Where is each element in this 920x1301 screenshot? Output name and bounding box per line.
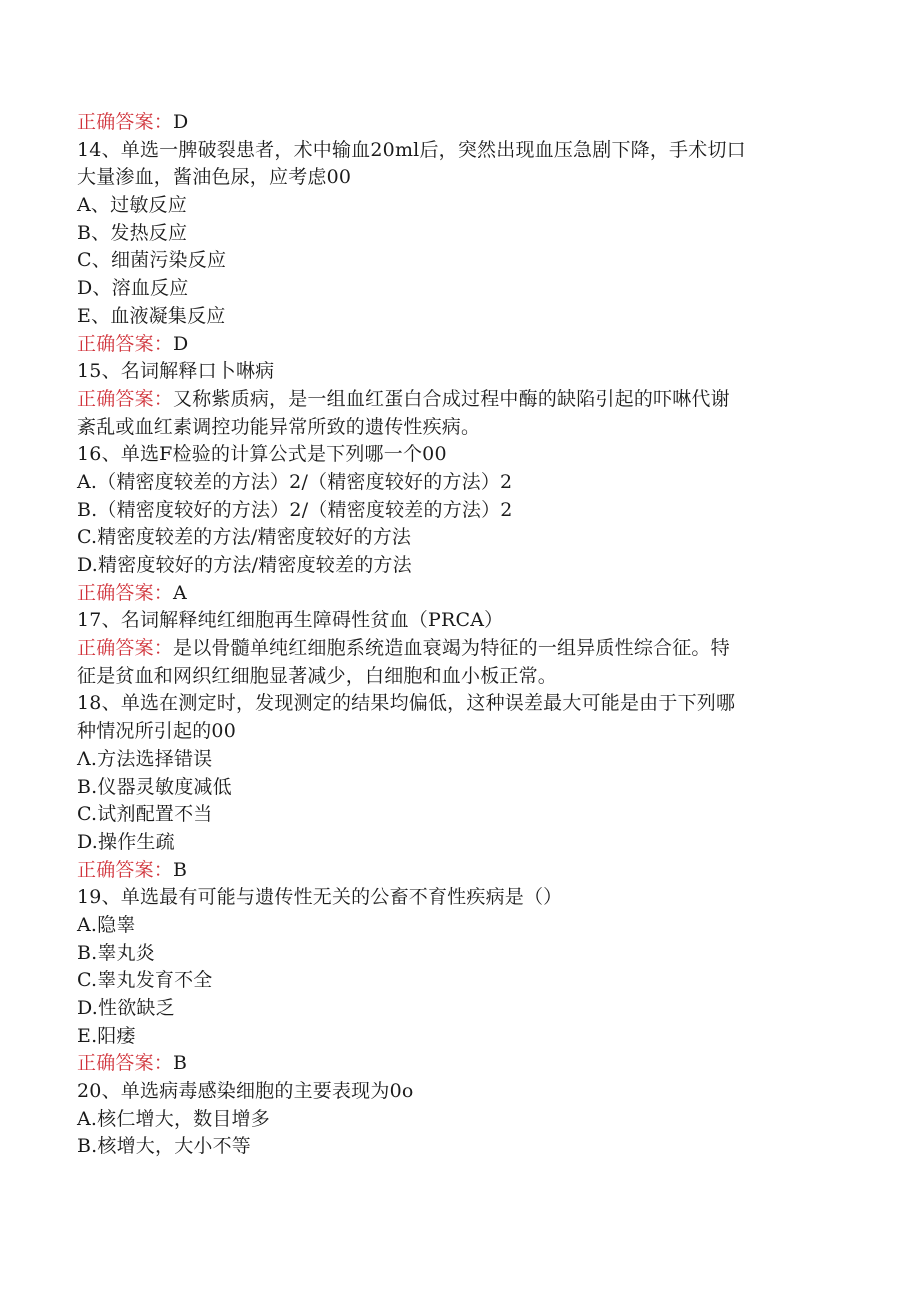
text-line: 15、名词解释口卜啉病 — [77, 360, 275, 383]
text-line: E、血液凝集反应 — [77, 304, 226, 327]
answer-label: 正确答案： — [77, 111, 174, 133]
text-line: 14、单选一脾破裂患者，术中输血20ml后，突然出现血压急剧下降，手术切口 — [77, 138, 746, 161]
text-line: 18、单选在测定时，发现测定的结果均偏低，这种误差最大可能是由于下列哪 — [77, 692, 736, 715]
answer-label: 正确答案： — [77, 581, 174, 604]
text-line: 16、单选F检验的计算公式是下列哪一个00 — [77, 443, 447, 466]
text-line: B、发热反应 — [77, 221, 188, 244]
text-line: C.精密度较差的方法/精密度较好的方法 — [77, 526, 412, 549]
answer-label: 正确答案： — [77, 858, 174, 881]
answer-value: 又称紫质病，是一组血红蛋白合成过程中酶的缺陷引起的吓啉代谢 — [173, 387, 730, 410]
answer-line — [77, 580, 827, 608]
text-line: B.仪器灵敏度减低 — [77, 775, 232, 798]
answer-value: 是以骨髓单纯红细胞系统造血衰竭为特征的一组异质性综合征。特 — [173, 637, 730, 660]
text-line: A.核仁增大，数目增多 — [77, 1107, 270, 1130]
answer-value: A — [173, 581, 187, 604]
text-line: 大量渗血，酱油色尿，应考虑00 — [77, 166, 352, 189]
text-line: A.隐睾 — [77, 913, 136, 936]
answer-label: 正确答案： — [77, 1052, 174, 1075]
text-line: A、过敏反应 — [77, 194, 187, 217]
text-line: B.核增大，大小不等 — [77, 1135, 252, 1158]
text-line: 17、名词解释纯红细胞再生障碍性贫血（PRCA） — [77, 609, 504, 632]
text-line: D.操作生疏 — [77, 830, 175, 853]
text-line: B.睾丸炎 — [77, 941, 156, 964]
answer-label: 正确答案： — [77, 637, 174, 660]
answer-value: D — [173, 111, 189, 133]
text-line: D.精密度较好的方法/精密度较差的方法 — [77, 554, 412, 576]
answer-line — [77, 331, 827, 359]
answer-label: 正确答案： — [77, 332, 174, 355]
answer-value: D — [173, 332, 189, 355]
answer-line — [77, 386, 827, 414]
text-line: A.（精密度较差的方法）2/（精密度较好的方法）2 — [77, 470, 513, 493]
document-page — [77, 109, 827, 1161]
text-line: C.睾丸发育不全 — [77, 969, 213, 992]
text-line: 紊乱或血红素调控功能异常所致的遗传性疾病。 — [77, 415, 481, 438]
text-line: Λ.方法选择错误 — [77, 747, 213, 770]
answer-line — [77, 635, 827, 663]
text-line: D、溶血反应 — [77, 277, 189, 300]
text-line: C、细菌污染反应 — [77, 249, 227, 272]
text-line: 19、单选最有可能与遗传性无关的公畜不育性疾病是（） — [77, 886, 563, 909]
answer-value: B — [173, 858, 188, 881]
answer-line — [77, 1050, 827, 1078]
text-line: 征是贫血和网织红细胞显著减少，白细胞和血小板正常。 — [77, 664, 558, 687]
text-line: 20、单选病毒感染细胞的主要表现为0o — [77, 1080, 414, 1103]
answer-label: 正确答案： — [77, 387, 174, 410]
answer-value: B — [173, 1052, 188, 1075]
text-line: D.性欲缺乏 — [77, 997, 175, 1019]
answer-line — [77, 109, 827, 137]
answer-line — [77, 857, 827, 885]
text-line: E.阳痿 — [77, 1024, 136, 1047]
text-line: B.（精密度较好的方法）2/（精密度较差的方法）2 — [77, 498, 513, 521]
text-line: C.试剂配置不当 — [77, 803, 213, 826]
text-line: 种情况所引起的00 — [77, 720, 236, 743]
